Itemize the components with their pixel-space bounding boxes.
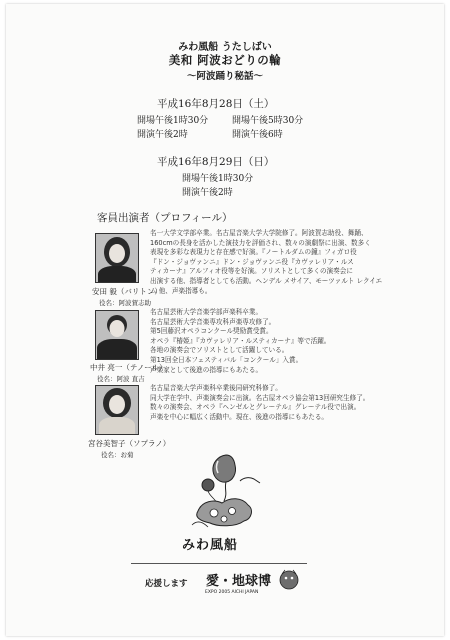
performer-1-bio: [150, 229, 382, 296]
logo-text: みわ風船: [182, 538, 239, 553]
bio-line: 第13回全日本フェスティバル「コンクール」入賞。: [150, 355, 303, 364]
bio-line: 声楽家として後進の指導にもあたる。: [150, 365, 263, 374]
performer-3-role: 役名：お菊: [101, 451, 134, 459]
bio-line: 声楽を中心に幅広く活動中。現在、後進の指導にもあたる。: [150, 412, 329, 421]
bio-line: 160cmの長身を活かした演技力を評価され、数々の演劇祭に出演、数多く: [150, 238, 371, 247]
date-2-session-1-start: 開演午後2時: [182, 188, 233, 198]
performer-2-photo: [95, 310, 139, 360]
performer-3-name: 宮谷美智子（ソプラノ）: [88, 439, 171, 448]
bio-line: 数々の演奏会、オペラ『ヘンゼルとグレーテル』グレーテル役で出演。: [150, 403, 361, 412]
show-subtitle: 〜阿波踊り秘話〜: [186, 71, 263, 82]
performer-3-photo: [95, 385, 139, 435]
footer-divider: [131, 563, 307, 564]
bio-line: 名古屋芸術大学音楽学部声楽科卒業。: [150, 308, 263, 316]
bio-line: 名一大学文学部卒業。名古屋音楽大学大学院修了。阿波賀志助役、舞踊、: [150, 229, 368, 237]
performer-2-role: 役名：阿波 直吉: [97, 375, 145, 383]
performer-2-name: 中井 亮一（テノール）: [90, 363, 167, 372]
bio-line: 表現を多彩な表現力と存在感で好演。『ノートルダムの鐘』フィガロ役: [150, 248, 357, 257]
expo-caption: EXPO 2005 AICHI JAPAN: [205, 590, 259, 595]
bio-line: 名古屋音楽大学声楽科卒業後同研究科修了。: [150, 384, 282, 392]
date-1-session-2-start: 開演午後6時: [232, 130, 283, 140]
performer-1-name: 安田 毅（バリトン）: [92, 287, 162, 296]
support-label: 応援します: [145, 579, 188, 589]
bio-line: 第5回藤沢オペラコンクール奨励賞受賞。: [150, 327, 273, 336]
expo-name: 愛・地球博: [206, 574, 272, 589]
bio-line: 同大学在学中、声楽演奏会に出演。名古屋オペラ協会第13回研究生修了。: [150, 393, 370, 402]
performer-1-role: 役名：阿波賀志助: [99, 299, 151, 307]
bio-line: 出演する他、指導者としても活動。ヘンデル メサイア、モーツァルト レクイエ: [150, 276, 383, 285]
date-1-session-2-open: 開場午後5時30分: [232, 116, 304, 126]
date-2-session-1-open: 開場午後1時30分: [182, 174, 254, 184]
guest-performers-heading: 客員出演者（プロフィール）: [97, 212, 233, 224]
bio-line: 各地の演奏会でソリストとして活躍している。: [150, 346, 289, 355]
bio-line: オペラ『椿姫』『カヴァレリア・ルスティカーナ』等で活躍。: [150, 336, 331, 345]
troupe-name: みわ風船 うたしばい: [178, 42, 272, 53]
bio-line: 『ドン・ジョヴァンニ』ドン・ジョヴァンニ役『カヴァレリア・ルス: [150, 257, 354, 266]
date-1: 平成16年8月28日（土）: [157, 98, 275, 110]
bio-line: ム 他、声楽指導も。: [150, 286, 212, 295]
date-1-session-1-open: 開場午後1時30分: [137, 116, 209, 126]
date-1-session-1-start: 開演午後2時: [137, 130, 188, 140]
performer-1-photo: [95, 233, 139, 283]
balloon-logo-icon: [188, 453, 268, 535]
performer-3-bio: [150, 384, 369, 422]
expo-mascot-icon: [278, 568, 300, 590]
performer-2-bio: [150, 308, 330, 375]
date-2: 平成16年8月29日（日）: [157, 156, 275, 168]
bio-line: ティカーナ』アルフィオ役等を好演。ソリストとして多くの演奏会に: [150, 267, 353, 276]
show-title: 美和 阿波おどりの輪: [168, 53, 282, 67]
bio-line: 名古屋芸術大学音楽専攻科声楽専攻修了。: [150, 317, 276, 326]
